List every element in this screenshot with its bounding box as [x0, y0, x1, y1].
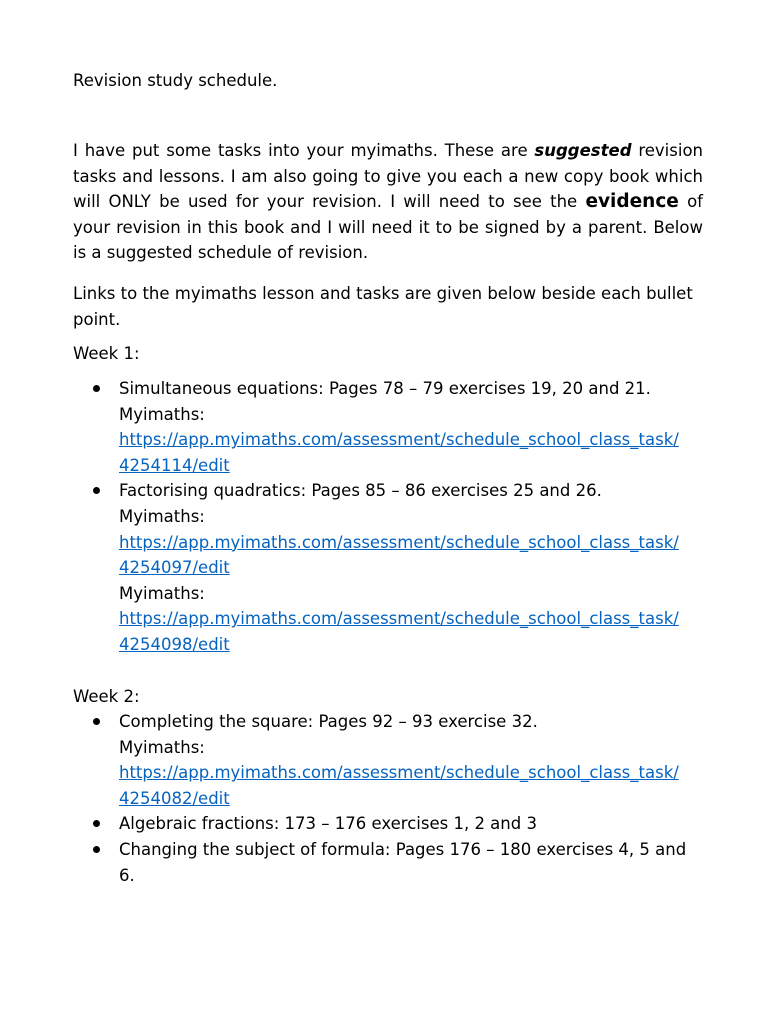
link-url-line-2[interactable]: 4254114/edit: [119, 455, 230, 475]
bullet-icon: [93, 487, 100, 494]
link-url-line-1[interactable]: https://app.myimaths.com/assessment/schedule_school_class_task/: [119, 763, 679, 783]
intro-part-1: I have put some tasks into your myimaths. These are: [73, 141, 535, 160]
list-item: [73, 811, 705, 837]
link-url-line-1[interactable]: https://app.myimaths.com/assessment/schedule_school_class_task/: [119, 430, 679, 450]
bullet-icon: [93, 718, 100, 725]
list-item-text: Factorising quadratics: Pages 85 – 86 exercises 25 and 26.: [119, 481, 602, 501]
link-url-line-1[interactable]: https://app.myimaths.com/assessment/schedule_school_class_task/: [119, 609, 679, 629]
myimaths-link[interactable]: [119, 530, 705, 581]
list-item: [73, 478, 705, 657]
link-url-line-2[interactable]: 4254082/edit: [119, 788, 230, 808]
intro-part-3: of your revision in this book and I will need it to be signed by a parent. Below is a suggested schedule of revision.: [73, 192, 703, 263]
list-item: [73, 376, 705, 478]
suggested-emphasis: suggested: [534, 141, 632, 160]
myimaths-label: Myimaths:: [119, 583, 205, 603]
list-item-text-line-1: Changing the subject of formula: Pages 176 – 180 exercises 4, 5 and: [119, 839, 687, 859]
week-1-list: [73, 376, 705, 658]
intro-part-2: revision tasks and lessons. I am also going to give you each a new copy book which will ONLY be used for your revision. I will need to see the: [73, 141, 703, 212]
week-2-list: [73, 709, 705, 888]
list-item-text: Algebraic fractions: 173 – 176 exercises 1, 2 and 3: [119, 814, 537, 834]
week-1-heading: Week 1:: [73, 344, 140, 363]
bullet-icon: [93, 846, 100, 853]
document-title: Revision study schedule.: [73, 71, 278, 90]
bullet-icon: [93, 385, 100, 392]
list-item-text: Completing the square: Pages 92 – 93 exercise 32.: [119, 712, 538, 731]
myimaths-label: Myimaths:: [119, 506, 205, 526]
week-2-heading: Week 2:: [73, 687, 140, 706]
link-url-line-2[interactable]: 4254097/edit: [119, 558, 230, 578]
evidence-emphasis: evidence: [585, 191, 679, 213]
bullet-icon: [93, 820, 100, 827]
list-item: [73, 709, 705, 811]
list-item: [73, 837, 705, 888]
myimaths-link[interactable]: [119, 427, 705, 478]
link-url-line-2[interactable]: 4254098/edit: [119, 634, 230, 654]
myimaths-label: Myimaths:: [119, 404, 205, 424]
list-item-text: Simultaneous equations: Pages 78 – 79 exercises 19, 20 and 21.: [119, 379, 651, 398]
myimaths-link[interactable]: [119, 606, 705, 657]
myimaths-label: Myimaths:: [119, 737, 205, 757]
myimaths-link[interactable]: [119, 760, 705, 811]
link-url-line-1[interactable]: https://app.myimaths.com/assessment/schedule_school_class_task/: [119, 532, 679, 552]
links-intro-paragraph: Links to the myimaths lesson and tasks are given below beside each bullet point.: [73, 284, 693, 329]
list-item-text-line-2: 6.: [119, 865, 135, 885]
intro-paragraph: [73, 138, 703, 266]
